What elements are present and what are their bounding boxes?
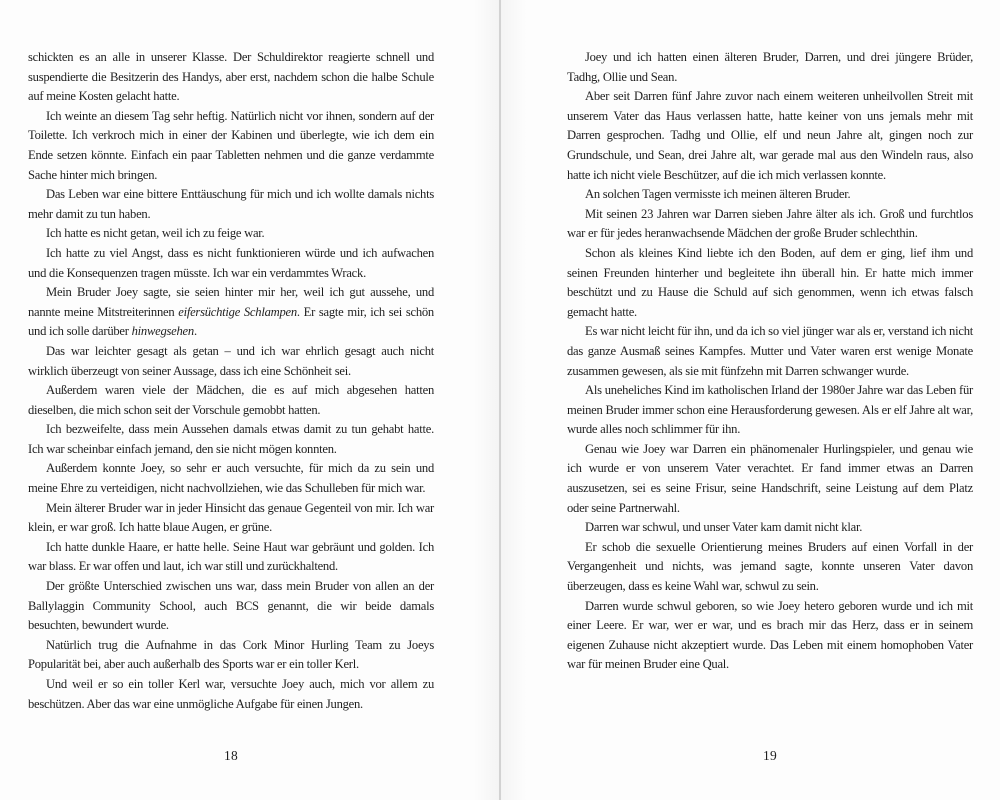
paragraph: Mein Bruder Joey sagte, sie seien hinter mir her, weil ich gut aussehe, und nannte meine Mitstreiterinnen eifersüchtige Schlampen. Er sagte mir, ich sei schön und ich solle darüber hinwegsehen.: [28, 285, 434, 339]
paragraph: Das Leben war eine bittere Enttäuschung für mich und ich wollte damals nichts mehr damit zu tun haben.: [28, 187, 434, 221]
paragraph: An solchen Tagen vermisste ich meinen älteren Bruder.: [585, 187, 851, 202]
page-gutter-divider: [499, 0, 501, 800]
left-page: [28, 0, 434, 800]
right-page: [567, 0, 973, 800]
paragraph: Als uneheliches Kind im katholischen Irland der 1980er Jahre war das Leben für meinen Bruder immer schon eine Herausforderung gewesen. Als er elf Jahre alt war, wurde alles noch schlimmer für ihn.: [567, 383, 973, 437]
left-page-number: 18: [224, 748, 238, 763]
paragraph: Außerdem waren viele der Mädchen, die es auf mich abgesehen hatten dieselben, die mich schon seit der Vorschule gemobbt hatten.: [28, 383, 434, 417]
paragraph: Ich bezweifelte, dass mein Aussehen damals etwas damit zu tun gehabt hatte. Ich war scheinbar einfach jemand, den sie nicht mögen konnten.: [28, 422, 434, 456]
paragraph: Der größte Unterschied zwischen uns war, dass mein Bruder von allen an der Ballylaggin Community School, auch BCS genannt, die wir beide damals besuchten, bewundert wurde.: [28, 579, 434, 633]
paragraph: Es war nicht leicht für ihn, und da ich so viel jünger war als er, verstand ich nicht das ganze Ausmaß seines Kampfes. Mutter und Vater waren erst wenige Monate zusammen gewesen, als sie mit fünfzehn mit Darren schwanger wurde.: [567, 324, 973, 378]
paragraph: Ich hatte es nicht getan, weil ich zu feige war.: [46, 226, 265, 241]
paragraph: Ich hatte dunkle Haare, er hatte helle. Seine Haut war gebräunt und golden. Ich war blass. Er war offen und laut, ich war still und zurückhaltend.: [28, 539, 434, 574]
paragraph: Er schob die sexuelle Orientierung meines Bruders auf einen Vorfall in der Vergangenheit und nichts, was jemand sagte, konnte unseren Vater davon überzeugen, dass es keine Wahl war, schwul zu sein.: [567, 539, 973, 594]
paragraph: Mit seinen 23 Jahren war Darren sieben Jahre älter als ich. Groß und furchtlos war er für jedes heranwachsende Mädchen der große Bruder schlechthin.: [567, 206, 973, 241]
gutter-shadow-left: [473, 0, 499, 800]
paragraph: schickten es an alle in unserer Klasse. Der Schuldirektor reagierte schnell und suspendierte die Besitzerin des Handys, aber erst, nachdem schon die halbe Schule auf meine Kosten gelacht hatte.: [28, 50, 434, 104]
paragraph: Mein älterer Bruder war in jeder Hinsicht das genaue Gegenteil von mir. Ich war klein, er war groß. Ich hatte blaue Augen, er grüne.: [28, 500, 434, 535]
paragraph: Ich weinte an diesem Tag sehr heftig. Natürlich nicht vor ihnen, sondern auf der Toilette. Ich verkroch mich in einer der Kabinen und überlegte, wie ich dem ein Ende setzen könnte. Einfach ein paar Tabletten nehmen und die ganze verdammte Sache hinter mich bringen.: [28, 108, 434, 182]
paragraph: Außerdem konnte Joey, so sehr er auch versuchte, für mich da zu sein und meine Ehre zu verteidigen, nicht nachvollziehen, wie das Schulleben für mich war.: [28, 461, 434, 496]
paragraph: Natürlich trug die Aufnahme in das Cork Minor Hurling Team zu Joeys Popularität bei, aber auch außerhalb des Sports war er ein toller Kerl.: [28, 637, 434, 672]
paragraph: Das war leichter gesagt als getan – und ich war ehrlich gesagt auch nicht wirklich überzeugt von seiner Aussage, dass ich eine Schönheit sei.: [28, 343, 434, 378]
paragraph: Aber seit Darren fünf Jahre zuvor nach einem weiteren unheilvollen Streit mit unserem Vater das Haus verlassen hatte, hatte keiner von uns jemals mehr mit Darren gesprochen. Tadhg und Ollie, elf und neun Jahre alt, gingen noch zur Grundschule, und Sean, drei Jahre alt, war gerade mal aus den Windeln raus, also hatte ich nicht viele Beschützer, auf die ich mich verlassen konnte.: [567, 89, 973, 182]
paragraph: Joey und ich hatten einen älteren Bruder, Darren, und drei jüngere Brüder, Tadhg, Ollie und Sean.: [567, 50, 973, 84]
right-page-text: [567, 48, 973, 675]
paragraph: Genau wie Joey war Darren ein phänomenaler Hurlingspieler, und genau wie ich wurde er von unserem Vater verachtet. Er fand immer etwas an Darren auszusetzen, sei es seine Frisur, seine Handschrift, seine Leistung auf dem Platz oder seine Partnerwahl.: [567, 441, 973, 515]
paragraph: Darren wurde schwul geboren, so wie Joey hetero geboren wurde und ich mit einer Leere. Er war, wer er war, und es brach mir das Herz, dass er in seinem eigenen Zuhause nicht akzeptiert wurde. Das Leben mit einem homophoben Vater war für meinen Bruder eine Qual.: [567, 598, 973, 672]
paragraph: Darren war schwul, und unser Vater kam damit nicht klar.: [585, 520, 863, 535]
paragraph: Ich hatte zu viel Angst, dass es nicht funktionieren würde und ich aufwachen und die Konsequenzen tragen müsste. Ich war ein verdammtes Wrack.: [28, 245, 434, 280]
gutter-shadow-right: [501, 0, 527, 800]
right-page-number: 19: [763, 748, 777, 763]
paragraph: Schon als kleines Kind liebte ich den Boden, auf dem er ging, lief ihm und seinen Freunden hinterher und begleitete ihn überall hin. Er hatte mich immer beschützt und zu Hause die Schuld auf sich genommen, wenn ich etwas falsch gemacht hatte.: [567, 245, 973, 319]
paragraph: Und weil er so ein toller Kerl war, versuchte Joey auch, mich vor allem zu beschützen. Aber das war eine unmögliche Aufgabe für einen Jungen.: [28, 677, 434, 711]
left-page-text: [28, 48, 434, 714]
